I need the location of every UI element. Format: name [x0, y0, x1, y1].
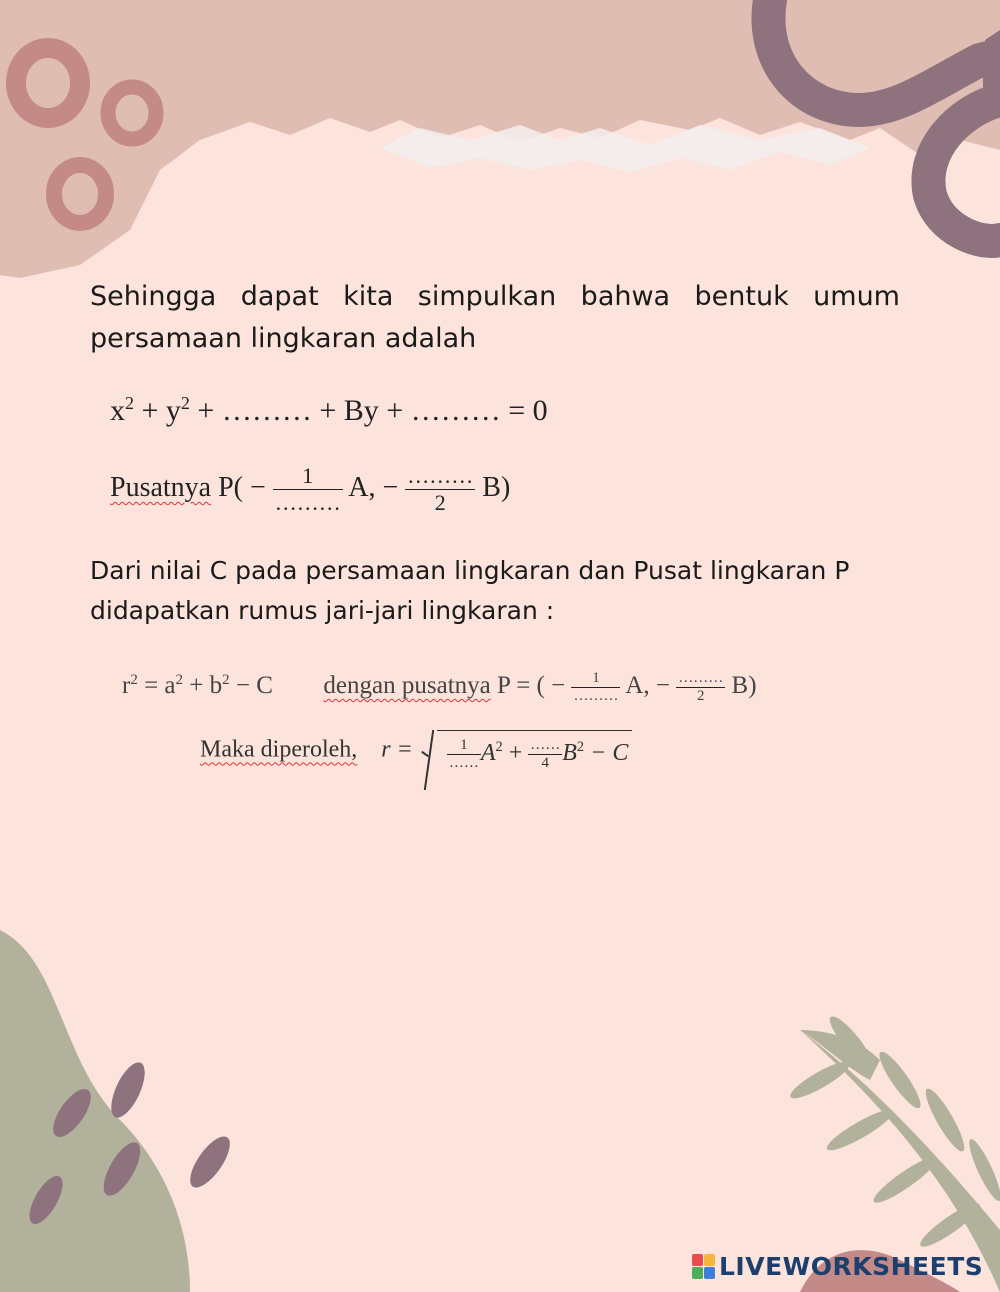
eq4-fraction-1 [447, 737, 481, 772]
eq3-r: r [122, 672, 131, 700]
eq4-frac1-num: 1 [447, 737, 481, 755]
eq2-p-open: P( − [211, 471, 266, 503]
square-root [437, 730, 633, 772]
eq3-fraction-1 [571, 670, 620, 705]
eq4-frac1-den: …… [448, 755, 479, 771]
radius-intro-paragraph: Dari nilai C pada persamaan lingkaran dan Pusat lingkaran P didapatkan rumus jari-jari lingkaran : [90, 556, 850, 625]
eq3-frac2-den: 2 [697, 688, 705, 704]
eq3-mid: A, − [620, 672, 671, 700]
eq3-sq-2: 2 [175, 671, 184, 688]
eq2-close: B) [475, 471, 511, 503]
radius-formula [200, 730, 632, 772]
eq3-gap-text: dengan pusatnya [323, 672, 491, 700]
eq2-frac1-num: 1 [273, 463, 343, 490]
eq4-r-eq: r = [381, 736, 413, 763]
plant-leaves [787, 1012, 1000, 1292]
eq4-frac2-num: …… [530, 737, 561, 753]
eq3-sq-1: 2 [130, 671, 138, 688]
eq2-fraction-2 [405, 463, 475, 516]
eq2-frac2-num: ……… [407, 463, 474, 488]
eq1-x: x [110, 394, 125, 427]
eq3-fraction-2 [676, 670, 725, 705]
eq3-frac1-num: 1 [571, 670, 620, 688]
center-equation [110, 463, 510, 516]
eq4-minus-c: − C [584, 740, 629, 767]
eq2-frac1-den: ……… [274, 490, 341, 515]
eq1-tail: + ……… + By + ……… = 0 [189, 394, 548, 427]
sage-blob [0, 930, 190, 1292]
eq4-frac2-den: 4 [541, 755, 549, 771]
eq3-frac1-den: ……… [573, 688, 619, 704]
eq1-plus-y: + y [134, 394, 181, 427]
eq4-fraction-2 [528, 737, 562, 772]
eq3-close: B) [725, 672, 757, 700]
eq4-label: Maka diperoleh, [200, 736, 358, 763]
liveworksheets-brand[interactable] [692, 1252, 983, 1281]
eq2-label: Pusatnya [110, 471, 212, 503]
eq2-mid: A, − [342, 471, 399, 503]
eq4-sq-1: 2 [495, 739, 503, 756]
eq4-sq-2: 2 [576, 739, 585, 756]
eq3-plus-b: + b [183, 672, 223, 700]
eq3-sq-3: 2 [222, 671, 230, 688]
eq4-b: B [562, 740, 577, 767]
eq3-eq-a: = a [137, 672, 176, 700]
radius-equation [122, 670, 757, 705]
eq4-plus: + [502, 740, 529, 767]
intro-paragraph: Sehingga dapat kita simpulkan bahwa bentuk umum persamaan lingkaran adalah [90, 281, 900, 354]
liveworksheets-logo-icon [692, 1254, 715, 1279]
eq3-minus-c: − C [229, 672, 273, 700]
general-equation [110, 393, 548, 428]
eq3-p-eq: P = ( − [490, 672, 566, 700]
brand-name: LIVEWORKSHEETS [719, 1252, 984, 1281]
eq2-frac2-den: 2 [434, 490, 446, 515]
eq2-fraction-1 [273, 463, 343, 516]
eq4-a: A [480, 740, 496, 767]
eq3-frac2-num: ……… [678, 670, 724, 686]
eq1-sq-1: 2 [125, 393, 134, 413]
eq1-sq-2: 2 [180, 393, 190, 413]
